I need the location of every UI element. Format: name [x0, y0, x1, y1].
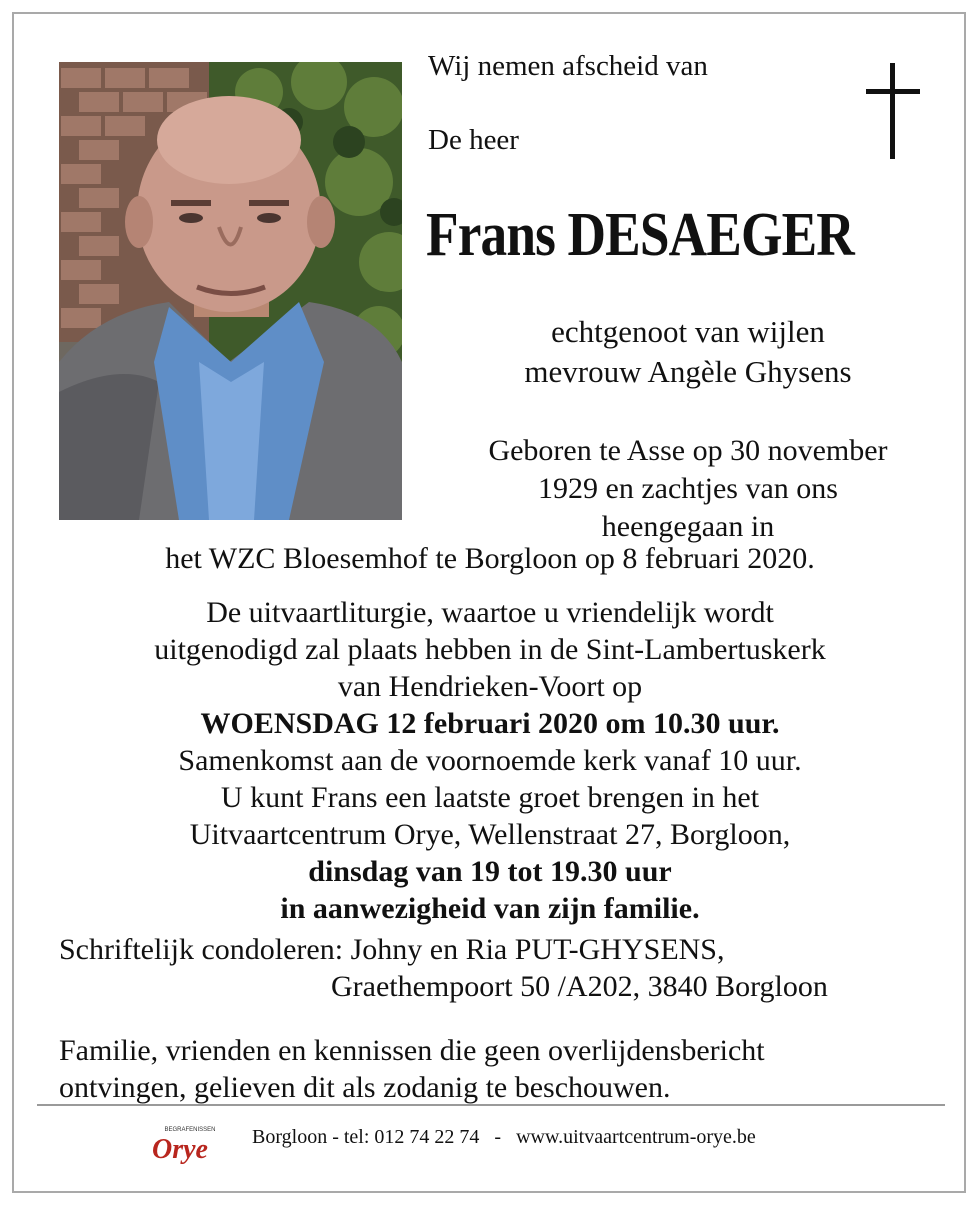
birth-block	[404, 432, 972, 546]
footer-website[interactable]: www.uitvaartcentrum-orye.be	[516, 1126, 756, 1148]
condolence-line-2: Graethempoort 50 /A202, 3840 Borgloon	[331, 970, 828, 1003]
footer-contact	[252, 1126, 766, 1149]
footer-divider	[37, 1104, 945, 1106]
title-text: De heer	[428, 124, 519, 156]
spouse-block	[404, 312, 972, 392]
family-block	[59, 1032, 765, 1106]
cross-icon	[866, 63, 920, 159]
funeral-date: WOENSDAG 12 februari 2020 om 10.30 uur.	[200, 707, 780, 740]
birth-line-2: 1929 en zachtjes van ons	[538, 472, 838, 505]
orye-logo	[150, 1122, 230, 1164]
spouse-line-2: mevrouw Angèle Ghysens	[524, 354, 852, 389]
spouse-line-1: echtgenoot van wijlen	[551, 314, 825, 349]
birth-line-1: Geboren te Asse op 30 november	[488, 434, 888, 467]
funeral-block	[0, 594, 980, 927]
deceased-name: Frans DESAEGER	[426, 201, 854, 269]
gathering-text: Samenkomst aan de voornoemde kerk vanaf 10 uur.	[178, 744, 802, 777]
funeral-line-2: uitgenodigd zal plaats hebben in de Sint-Lambertuskerk	[154, 633, 826, 666]
footer-location-phone: Borgloon - tel: 012 74 22 74	[252, 1126, 480, 1148]
visit-family: in aanwezigheid van zijn familie.	[280, 892, 700, 925]
visit-line-1: U kunt Frans een laatste groet brengen in het	[220, 781, 760, 814]
family-line-1: Familie, vrienden en kennissen die geen overlijdensbericht	[59, 1034, 765, 1067]
intro-text: Wij nemen afscheid van	[428, 50, 708, 82]
footer-separator: -	[494, 1126, 502, 1148]
logo-subtext: BEGRAFENISSEN	[164, 1127, 216, 1133]
funeral-line-3: van Hendrieken-Voort op	[337, 670, 643, 703]
logo-text: Orye	[152, 1134, 208, 1164]
birth-line-4: het WZC Bloesemhof te Borgloon op 8 februari 2020.	[165, 542, 815, 575]
condolence-line-1: Schriftelijk condoleren: Johny en Ria PUT-GHYSENS,	[59, 933, 725, 966]
visit-line-2: Uitvaartcentrum Orye, Wellenstraat 27, Borgloon,	[189, 818, 791, 851]
birth-line-3: heengegaan in	[601, 510, 775, 543]
family-line-2: ontvingen, gelieven dit als zodanig te beschouwen.	[59, 1071, 671, 1104]
visit-time: dinsdag van 19 tot 19.30 uur	[308, 855, 672, 888]
funeral-line-1: De uitvaartliturgie, waartoe u vriendelijk wordt	[206, 596, 774, 629]
portrait-photo	[59, 62, 402, 520]
